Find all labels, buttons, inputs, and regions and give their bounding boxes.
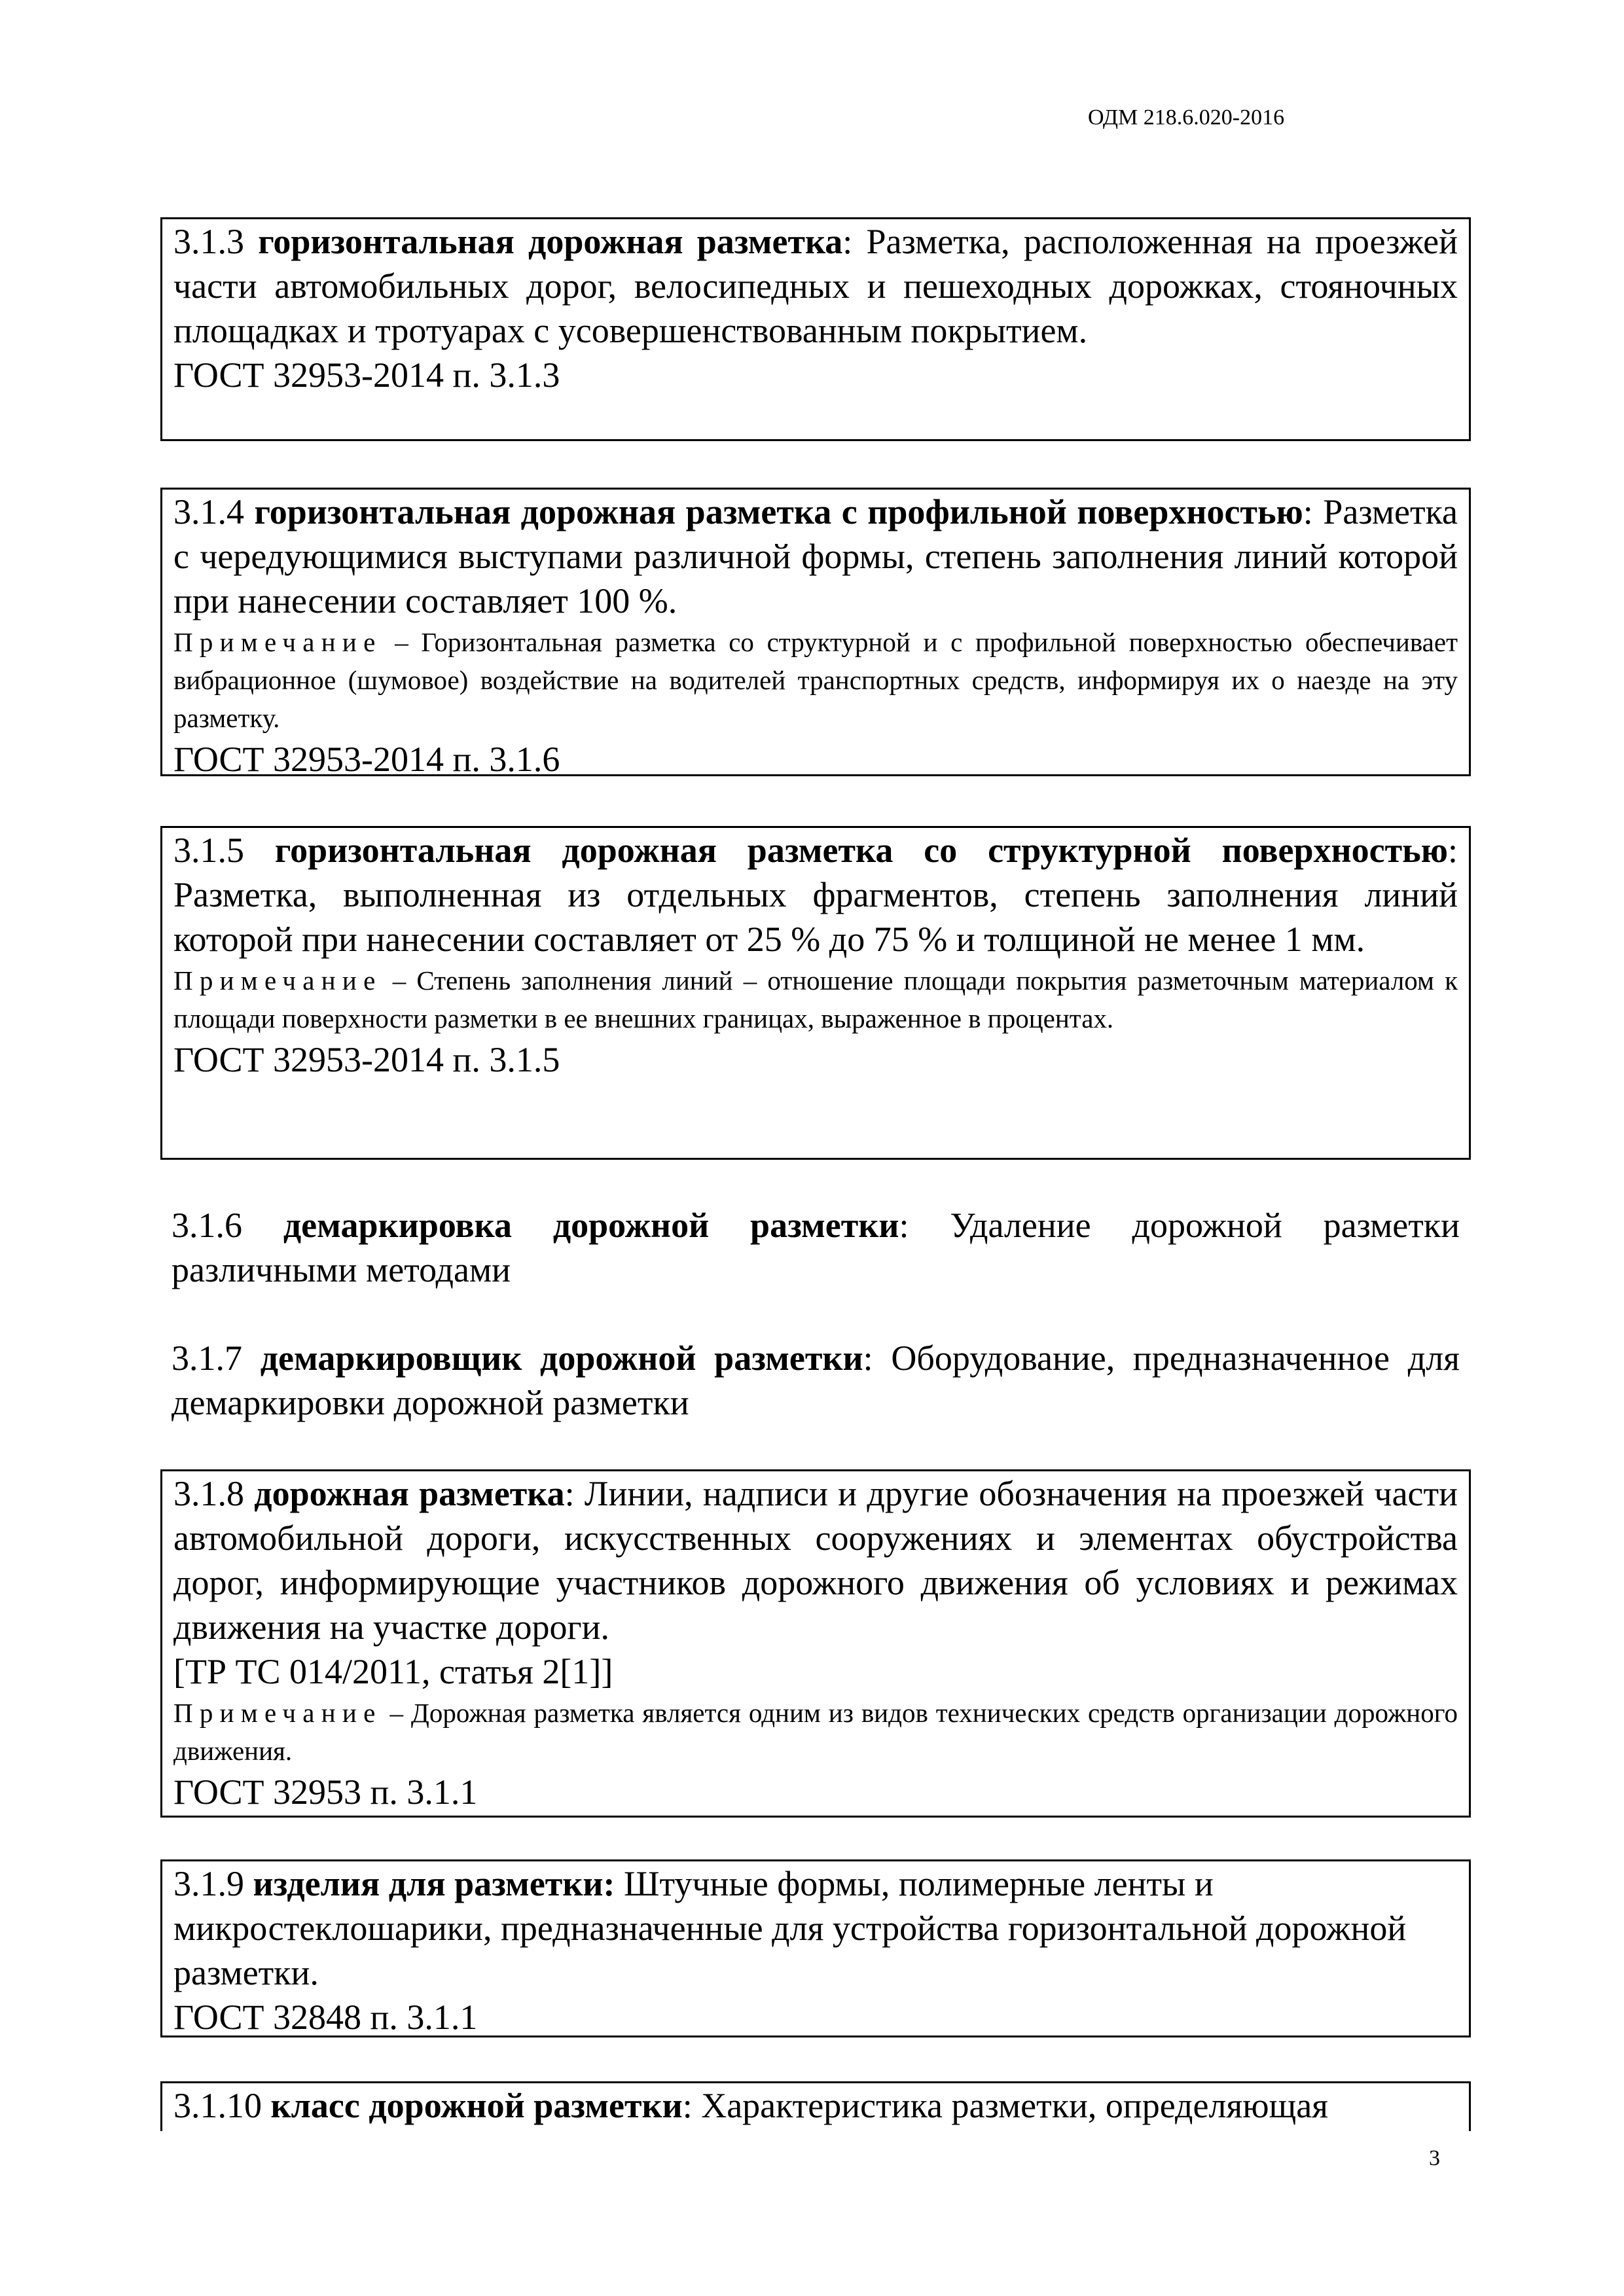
note-text: – Степень заполнения линий – отношение площади покрытия разметочным материалом к площади поверхности разметки в ее внешних границах, выраженное в процентах. <box>173 965 1458 1033</box>
definition-text: : Линии, надписи и другие обозначения на проезжей части автомобильной дороги, искусственных сооружениях и элементах обустройства дорог, информирующие участников дорожного движения об условиях и режимах движения на участке дороги. <box>173 1474 1458 1647</box>
term-title: горизонтальная дорожная разметка со структурной поверхностью <box>274 831 1448 870</box>
term-definition <box>173 1471 1458 1649</box>
note-text: – Горизонтальная разметка со структурной и с профильной поверхностью обеспечивает вибрационное (шумовое) воздействие на водителей транспортных средств, информируя их о наезде на эту разметку. <box>173 627 1458 733</box>
term-entry-3-1-4 <box>160 488 1471 779</box>
term-number: 3.1.6 <box>171 1206 242 1245</box>
source-reference: ГОСТ 32953 п. 3.1.1 <box>173 1772 478 1812</box>
definition-text: : Разметка, выполненная из отдельных фрагментов, степень заполнения линий которой при нанесении составляет от 25 % до 75 % и толщиной не менее 1 мм. <box>173 831 1458 959</box>
note-label: Примечание <box>173 1698 382 1728</box>
regulation-reference: [ТР ТС 014/2011, статья 2[1]] <box>173 1652 613 1691</box>
term-entry-3-1-6 <box>160 1203 1471 1295</box>
note-label: Примечание <box>173 627 382 657</box>
term-definition <box>171 1336 1460 1425</box>
note-label: Примечание <box>173 965 382 996</box>
term-definition <box>173 219 1458 353</box>
document-code-header: ОДМ 218.6.020-2016 <box>1088 105 1285 130</box>
page-number: 3 <box>1429 2146 1440 2170</box>
source-reference: ГОСТ 32953-2014 п. 3.1.3 <box>173 355 560 395</box>
term-definition <box>171 1203 1460 1292</box>
note-text: – Дорожная разметка является одним из видов технических средств организации дорожного движения. <box>173 1698 1458 1766</box>
definition-text: : Оборудование, предназначенное для демаркировки дорожной разметки <box>171 1338 1460 1422</box>
source-reference: ГОСТ 32953-2014 п. 3.1.6 <box>173 740 560 779</box>
term-entry-3-1-5 <box>160 826 1471 1160</box>
term-number: 3.1.4 <box>173 492 244 531</box>
note-paragraph <box>173 961 1458 1037</box>
term-definition <box>173 490 1458 623</box>
term-number: 3.1.7 <box>171 1338 242 1378</box>
term-title: горизонтальная дорожная разметка <box>258 222 843 261</box>
term-number: 3.1.10 <box>173 2086 262 2125</box>
term-entry-3-1-8 <box>160 1469 1471 1818</box>
term-number: 3.1.3 <box>173 222 244 261</box>
note-paragraph <box>173 1694 1458 1770</box>
note-paragraph <box>173 623 1458 737</box>
definition-text: : Характеристика разметки, определяющая <box>682 2086 1328 2125</box>
term-entry-3-1-7 <box>160 1336 1471 1427</box>
term-title: демаркировщик дорожной разметки <box>260 1338 863 1378</box>
source-reference: ГОСТ 32848 п. 3.1.1 <box>173 1998 478 2037</box>
term-title: горизонтальная дорожная разметка с профильной поверхностью <box>254 492 1303 531</box>
term-number: 3.1.9 <box>173 1864 244 1903</box>
term-number: 3.1.5 <box>173 831 244 870</box>
definition-text: : Разметка с чередующимися выступами различной формы, степень заполнения линий которой при нанесении составляет 100 %. <box>173 492 1458 620</box>
term-title: изделия для разметки: <box>253 1864 615 1903</box>
term-entry-3-1-9 <box>160 1859 1471 2037</box>
term-entry-3-1-3 <box>160 217 1471 441</box>
term-number: 3.1.8 <box>173 1474 244 1513</box>
term-title: дорожная разметка <box>254 1474 565 1513</box>
term-entry-3-1-10 <box>160 2081 1471 2131</box>
term-title: класс дорожной разметки <box>270 2086 683 2125</box>
definition-text: : Удаление дорожной разметки различными методами <box>171 1206 1460 1289</box>
definition-text: : Разметка, расположенная на проезжей части автомобильных дорог, велосипедных и пешеходных дорожках, стояночных площадках и тротуарах с усовершенствованным покрытием. <box>173 222 1458 350</box>
term-definition <box>173 1861 1458 1995</box>
term-title: демаркировка дорожной разметки <box>283 1206 899 1245</box>
term-definition <box>173 2083 1458 2128</box>
term-definition <box>173 828 1458 961</box>
source-reference: ГОСТ 32953-2014 п. 3.1.5 <box>173 1040 560 1079</box>
definition-text: Штучные формы, полимерные ленты и микростеклошарики, предназначенные для устройства горизонтальной дорожной разметки. <box>173 1864 1407 1992</box>
